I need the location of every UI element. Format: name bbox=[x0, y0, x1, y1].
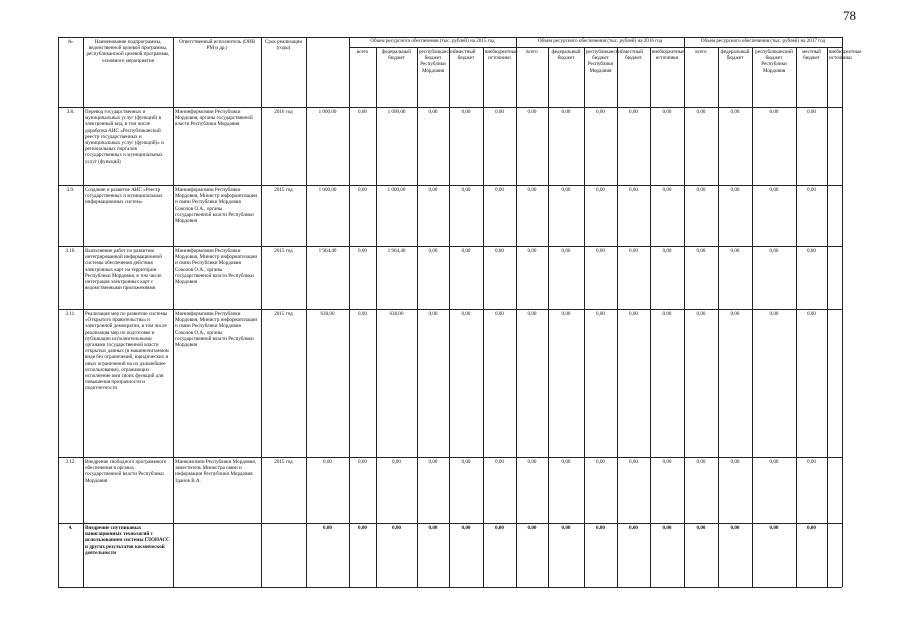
row-value: 0,00 bbox=[428, 109, 438, 115]
row-value: 0,00 bbox=[596, 248, 605, 254]
table-rule bbox=[58, 309, 842, 310]
row-value: 0,00 bbox=[596, 311, 605, 317]
row-value: 0,00 bbox=[495, 248, 504, 254]
row-value: 0,00 bbox=[807, 187, 816, 193]
header-col: внебюджетные источники bbox=[652, 49, 685, 62]
row-value: 0,00 bbox=[495, 525, 504, 531]
row-value: 0,00 bbox=[495, 459, 504, 465]
header-col: всего bbox=[356, 49, 369, 55]
row-value: 0,00 bbox=[358, 525, 367, 531]
row-value: 0,00 bbox=[629, 525, 638, 531]
header-group-2016: Объем ресурсного обеспечения (тыс. рублей) на 2016 год bbox=[537, 38, 663, 44]
row-value: 0,00 bbox=[428, 311, 438, 317]
row-value: 0,00 bbox=[461, 109, 471, 115]
row-name: Реализация мер по развитию системы «Открытого правительства» и электронной демократии, в том числе реализация мер по подготовке и публикации исполнительными органами государственной власти открытых данных (в машиночитаемом виде без ограничений, юридических и иных ограничений на их дальнейшее использование), отражающих исполнение ими своих функций для повышения прозрачности и подотчетности bbox=[85, 311, 169, 392]
row-value: 0,00 bbox=[807, 109, 816, 115]
row-value: 0,00 bbox=[461, 525, 471, 531]
table-rule bbox=[417, 37, 418, 587]
row-name: Создание и развитие АИС «Реестр государственных и муниципальных информационных систем» bbox=[85, 187, 163, 206]
row-value: 0,00 bbox=[730, 248, 740, 254]
row-value: 0,00 bbox=[527, 459, 537, 465]
header-col: федеральный бюджет bbox=[382, 49, 411, 62]
row-executor: Мининформсвязи Республики Мордовия, Министр информатизации и связи Республики Мордовия Соколов О.А., органы государственной власти Республики Мордовия bbox=[175, 248, 258, 286]
row-value: 0,00 bbox=[358, 109, 367, 115]
header-col: местный бюджет bbox=[456, 49, 476, 62]
row-value: 0,00 bbox=[662, 459, 672, 465]
row-number: 3.12. bbox=[65, 459, 76, 465]
row-value: 630,00 bbox=[389, 311, 404, 317]
row-number: 3.10. bbox=[65, 248, 76, 254]
row-value: 0,00 bbox=[596, 459, 605, 465]
row-value: 630,00 bbox=[320, 311, 335, 317]
row-executor: Минкомсвязи Республики Мордовия, заместитель Министра связи и информации Республики Мордовия Зданов В.А. bbox=[175, 459, 256, 484]
row-value: 0,00 bbox=[561, 109, 571, 115]
row-value: 0,00 bbox=[561, 311, 571, 317]
row-period: 2015 год bbox=[274, 248, 293, 254]
row-value: 1 000,00 bbox=[387, 187, 406, 193]
row-value: 0,00 bbox=[527, 248, 537, 254]
row-value: 0,00 bbox=[769, 248, 779, 254]
row-value: 0,00 bbox=[392, 525, 401, 531]
row-value: 0,00 bbox=[730, 187, 740, 193]
row-value: 0,00 bbox=[662, 187, 672, 193]
header-executor: Ответственный исполнитель (ОИВ РМ и др.) bbox=[178, 39, 256, 52]
row-value: 0,00 bbox=[358, 248, 367, 254]
header-col: республиканский бюджет Республики Мордовия bbox=[586, 49, 624, 74]
row-value: 1 000,00 bbox=[318, 109, 337, 115]
row-name: Внедрение свободного программного обеспечения в органах государственной власти Республики Мордовия bbox=[85, 459, 167, 484]
row-value: 0,00 bbox=[495, 187, 504, 193]
row-value: 0,00 bbox=[629, 109, 638, 115]
row-period: 2016 год bbox=[274, 109, 293, 115]
row-value: 0,00 bbox=[769, 311, 779, 317]
row-value: 0,00 bbox=[392, 459, 401, 465]
row-value: 0,00 bbox=[730, 311, 740, 317]
row-value: 1 964,40 bbox=[318, 248, 337, 254]
row-number: 3.11. bbox=[65, 311, 76, 317]
table-rule bbox=[58, 37, 59, 587]
row-number: 4. bbox=[68, 525, 73, 531]
table-rule bbox=[58, 246, 842, 247]
header-period: Срок реализации (годы) bbox=[264, 39, 303, 52]
row-value: 0,00 bbox=[807, 248, 816, 254]
row-value: 0,00 bbox=[495, 109, 504, 115]
row-period bbox=[263, 525, 304, 586]
header-col: местный бюджет bbox=[802, 49, 821, 62]
row-value: 0,00 bbox=[807, 311, 816, 317]
row-value: 0,00 bbox=[629, 459, 638, 465]
row-value: 0,00 bbox=[629, 248, 638, 254]
row-period: 2015 год bbox=[274, 459, 293, 465]
row-value: 0,00 bbox=[527, 109, 537, 115]
table-rule bbox=[827, 37, 828, 587]
row-value: 0,00 bbox=[461, 187, 471, 193]
row-name: Выполнение работ по развитию интегрированной информационной системы обеспечения действия электронных карт на территории Республики Мордовия, в том числе интеграция электронных карт с ведомственными приложениями bbox=[85, 248, 162, 292]
row-value: 0,00 bbox=[696, 525, 706, 531]
table-rule bbox=[58, 457, 842, 458]
row-name: Перевод государственных и муниципальных услуг (функций) в электронный вид, в том числе доработка АИС «Республиканский реестр государственных и муниципальных услуг (функций)» и региональных порталов государственных и муниципальных услуг (функций) bbox=[85, 109, 164, 165]
row-value: 0,00 bbox=[561, 459, 571, 465]
row-value: 0,00 bbox=[769, 459, 779, 465]
table-rule bbox=[718, 37, 719, 587]
header-col: всего bbox=[695, 49, 707, 55]
header-group-2017: Объем ресурсного обеспечения (тыс. рублей) на 2017 год bbox=[700, 38, 826, 44]
table-rule bbox=[58, 107, 842, 108]
row-value: 0,00 bbox=[461, 248, 471, 254]
row-value: 0,00 bbox=[323, 459, 332, 465]
header-no: № bbox=[68, 39, 73, 45]
row-value: 1 000,00 bbox=[387, 109, 406, 115]
row-value: 0,00 bbox=[662, 311, 672, 317]
header-col: федеральный бюджет bbox=[720, 49, 750, 62]
table-rule bbox=[684, 37, 685, 587]
table-rule bbox=[58, 185, 842, 186]
row-name: Внедрение спутниковых навигационных технологий с использованием системы ГЛОНАСС и других результатов космической деятельности bbox=[85, 525, 170, 556]
row-value: 0,00 bbox=[730, 459, 740, 465]
table-rule bbox=[684, 47, 842, 48]
row-value: 0,00 bbox=[596, 525, 605, 531]
row-value: 0,00 bbox=[807, 525, 816, 531]
header-col: внебюджетные источники bbox=[485, 49, 518, 62]
table-rule bbox=[261, 37, 262, 587]
header-name: Наименование подпрограммы, ведомственной целевой программы, республиканской целевой программы, основного мероприятия bbox=[86, 39, 170, 64]
row-value: 0,00 bbox=[358, 459, 367, 465]
table-rule bbox=[173, 37, 174, 587]
row-value: 0,00 bbox=[807, 459, 816, 465]
row-value: 0,00 bbox=[662, 109, 672, 115]
row-period: 2015 год bbox=[274, 311, 293, 317]
row-value: 0,00 bbox=[730, 525, 740, 531]
row-executor: Мининформсвязи Республики Мордовия, Министр информатизации и связи Республики Мордовия Соколов О.А., органы государственной власти Республики Мордовия bbox=[175, 311, 258, 349]
table-rule bbox=[516, 47, 684, 48]
table-rule bbox=[58, 523, 842, 524]
row-executor bbox=[175, 525, 259, 586]
row-value: 0,00 bbox=[596, 187, 605, 193]
row-value: 0,00 bbox=[769, 187, 779, 193]
row-value: 0,00 bbox=[596, 109, 605, 115]
row-number: 3.9. bbox=[66, 187, 75, 193]
row-period: 2015 год bbox=[274, 187, 293, 193]
table-rule bbox=[796, 37, 797, 587]
row-value: 0,00 bbox=[696, 459, 706, 465]
row-value: 0,00 bbox=[696, 109, 706, 115]
row-executor: Мининформсвязи Республики Мордовия, Министр информатизации и связи Республики Мордовия Соколов О.А., органы государственной власти Республики Мордовия bbox=[175, 187, 258, 225]
table-rule bbox=[516, 37, 517, 587]
page-number: 78 bbox=[843, 8, 856, 23]
row-value: 0,00 bbox=[629, 311, 638, 317]
header-col: федеральный бюджет bbox=[551, 49, 581, 62]
row-value: 1 000,00 bbox=[318, 187, 337, 193]
table-rule bbox=[842, 37, 843, 587]
row-value: 0,00 bbox=[461, 311, 471, 317]
table-rule bbox=[650, 37, 651, 587]
table-rule bbox=[752, 37, 753, 587]
row-value: 0,00 bbox=[561, 187, 571, 193]
row-value: 0,00 bbox=[629, 187, 638, 193]
table-rule bbox=[548, 37, 549, 587]
row-value: 0,00 bbox=[428, 459, 438, 465]
row-value: 0,00 bbox=[696, 187, 706, 193]
row-number: 3.8. bbox=[66, 109, 75, 115]
table-rule bbox=[349, 47, 516, 48]
row-value: 0,00 bbox=[561, 248, 571, 254]
row-value: 0,00 bbox=[561, 525, 571, 531]
row-value: 0,00 bbox=[461, 459, 471, 465]
row-value: 0,00 bbox=[662, 525, 672, 531]
header-col: республиканский бюджет Республики Мордовия bbox=[419, 49, 457, 74]
row-value: 0,00 bbox=[662, 248, 672, 254]
header-col: всего bbox=[526, 49, 538, 55]
row-value: 0,00 bbox=[527, 525, 537, 531]
row-value: 0,00 bbox=[358, 187, 367, 193]
table-rule bbox=[349, 37, 350, 587]
table-rule bbox=[83, 37, 84, 587]
header-col: республиканский бюджет Республики Мордовия bbox=[755, 49, 793, 74]
row-value: 0,00 bbox=[696, 311, 706, 317]
row-executor: Мининформсвязи Республики Мордовия, органы государственной власти Республики Мордовия bbox=[175, 109, 253, 128]
header-group-2015: Объем ресурсного обеспечения (тыс. рублей) на 2015 год bbox=[370, 38, 495, 44]
header-col: местный бюджет bbox=[624, 49, 643, 62]
row-value: 0,00 bbox=[428, 525, 438, 531]
table-rule bbox=[58, 587, 842, 588]
row-value: 1 964,40 bbox=[387, 248, 406, 254]
table-rule bbox=[306, 37, 307, 587]
row-value: 0,00 bbox=[527, 311, 537, 317]
header-col: внебюджетные источники bbox=[829, 49, 862, 62]
row-value: 0,00 bbox=[428, 248, 438, 254]
budget-table bbox=[58, 37, 862, 587]
row-value: 0,00 bbox=[769, 109, 779, 115]
table-rule bbox=[617, 37, 618, 587]
row-value: 0,00 bbox=[696, 248, 706, 254]
row-value: 0,00 bbox=[428, 187, 438, 193]
row-value: 0,00 bbox=[323, 525, 332, 531]
row-value: 0,00 bbox=[495, 311, 504, 317]
row-value: 0,00 bbox=[527, 187, 537, 193]
row-value: 0,00 bbox=[358, 311, 367, 317]
table-rule bbox=[376, 37, 377, 587]
row-value: 0,00 bbox=[730, 109, 740, 115]
table-rule bbox=[449, 37, 450, 587]
table-rule bbox=[483, 37, 484, 587]
row-value: 0,00 bbox=[769, 525, 779, 531]
table-rule bbox=[584, 37, 585, 587]
